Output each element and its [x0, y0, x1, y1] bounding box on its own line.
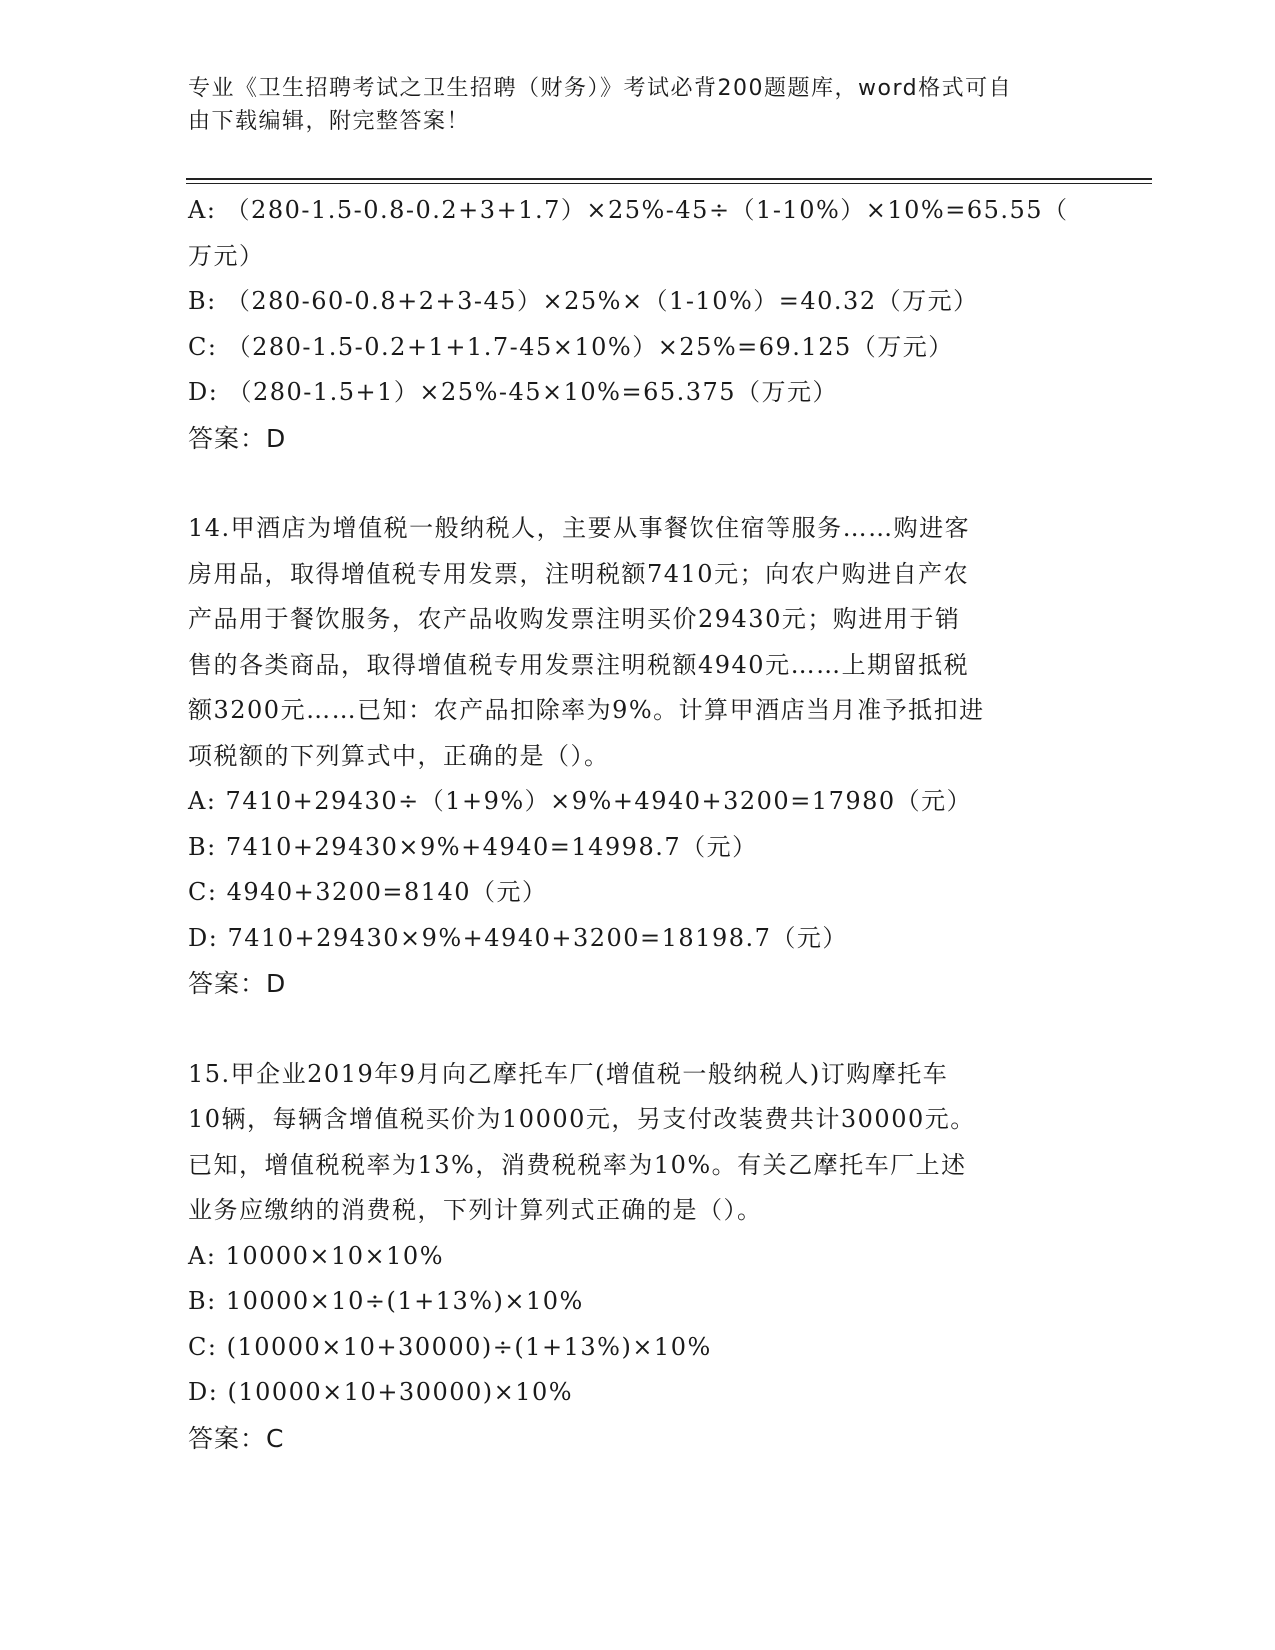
header-divider-thin	[186, 183, 1152, 184]
question-stem-line: 产品用于餐饮服务，农产品收购发票注明买价29430元；购进用于销	[188, 605, 961, 633]
option-d: D: 7410+29430×9%+4940+3200=18198.7（元）	[188, 923, 848, 952]
question-14-block	[188, 506, 1088, 1007]
question-stem-line: 项税额的下列算式中，正确的是（）。	[188, 741, 610, 770]
option-b: B: （280-60-0.8+2+3-45）×25%×（1-10%）=40.32（万元）	[188, 287, 979, 315]
header-divider-thick	[186, 178, 1152, 180]
header-line-2: 由下载编辑，附完整答案！	[188, 109, 471, 134]
option-b: B: 7410+29430×9%+4940=14998.7（元）	[188, 832, 758, 861]
answer-label: 答案：C	[188, 1423, 285, 1453]
option-a-line-2: 万元）	[188, 241, 265, 270]
document-body	[188, 188, 1088, 1461]
question-stem-line: 已知，增值税税率为13%，消费税税率为10%。有关乙摩托车厂上述	[188, 1150, 967, 1179]
option-c: C: (10000×10+30000)÷(1+13%)×10%	[188, 1332, 712, 1361]
option-d: D: (10000×10+30000)×10%	[188, 1378, 574, 1406]
option-c: C: 4940+3200=8140（元）	[188, 878, 548, 906]
question-stem-line: 额3200元……已知：农产品扣除率为9%。计算甲酒店当月准予抵扣进	[188, 696, 985, 724]
answer-label: 答案：D	[188, 423, 287, 453]
document-header	[188, 72, 1068, 138]
spacer	[188, 461, 1088, 506]
question-13-block	[188, 188, 1088, 461]
answer-label: 答案：D	[188, 969, 287, 998]
option-c: C: （280-1.5-0.2+1+1.7-45×10%）×25%=69.125（万元）	[188, 332, 954, 361]
option-b: B: 10000×10÷(1+13%)×10%	[188, 1287, 584, 1315]
question-stem-line: 售的各类商品，取得增值税专用发票注明税额4940元……上期留抵税	[188, 650, 970, 679]
question-stem-line: 业务应缴纳的消费税，下列计算列式正确的是（）。	[188, 1196, 763, 1224]
spacer	[188, 1007, 1088, 1052]
question-stem-line: 15.甲企业2019年9月向乙摩托车厂(增值税一般纳税人)订购摩托车	[188, 1059, 949, 1088]
option-a-line-1: A: （280-1.5-0.8-0.2+3+1.7）×25%-45÷（1-10%）×10%=65.55（	[188, 196, 1069, 224]
question-15-block	[188, 1052, 1088, 1462]
option-a: A: 10000×10×10%	[188, 1241, 444, 1270]
question-stem-line: 房用品，取得增值税专用发票，注明税额7410元；向农户购进自产农	[188, 559, 970, 588]
option-a: A: 7410+29430÷（1+9%）×9%+4940+3200=17980（元）	[188, 787, 973, 815]
header-line-1: 专业《卫生招聘考试之卫生招聘（财务）》考试必背200题题库，word格式可自	[188, 76, 1013, 101]
question-stem-line: 10辆，每辆含增值税买价为10000元，另支付改装费共计30000元。	[188, 1105, 976, 1133]
option-d: D: （280-1.5+1）×25%-45×10%=65.375（万元）	[188, 378, 839, 406]
question-stem-line: 14.甲酒店为增值税一般纳税人，主要从事餐饮住宿等服务……购进客	[188, 514, 971, 542]
